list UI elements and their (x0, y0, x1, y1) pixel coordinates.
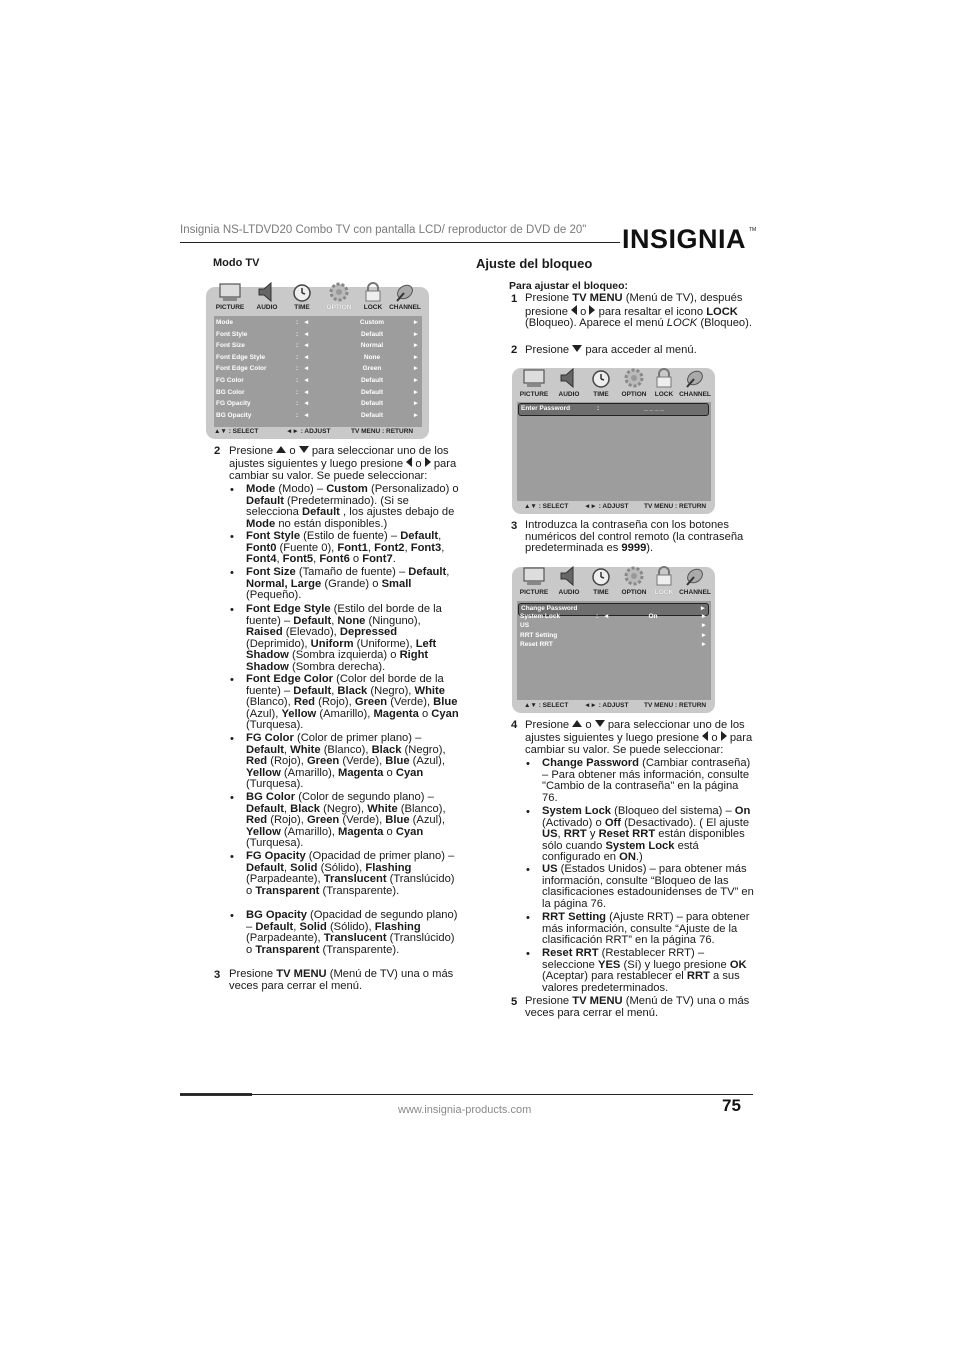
audio-icon (557, 367, 581, 389)
picture-icon (218, 281, 242, 303)
bullet-dot-icon: • (230, 910, 234, 922)
tv-menu-footer (512, 702, 715, 713)
time-icon (290, 281, 314, 303)
tv-menu-footer (206, 428, 429, 439)
bullet-item: Reset RRT (Restablecer RRT) – seleccione YES (Sí) y luego presione OK (Aceptar) para restablecer el RRT a sus valores predeterminados. (542, 947, 747, 994)
lock-icon (652, 367, 676, 389)
footer-rule (180, 1094, 753, 1095)
bullet-dot-icon: • (230, 604, 234, 616)
tv-menu-tab-lock: LOCK (363, 304, 383, 311)
bullet-item: US (Estados Unidos) – para obtener más información, consulte “Bloqueo de las clasificaciones estadounidenses de TV” en la página 76. (542, 863, 754, 910)
tv-menu-row: Font Style : ◄ Default ► (216, 330, 419, 338)
tv-menu-row: Font Edge Style : ◄ None ► (216, 353, 419, 361)
down-arrow-icon (299, 445, 309, 457)
section-heading-ajuste-bloqueo: Ajuste del bloqueo (476, 256, 593, 271)
bullet-dot-icon: • (526, 948, 530, 960)
tv-menu-tab-lock: LOCK (654, 391, 674, 398)
step-number: 1 (511, 293, 518, 305)
step-number: 3 (511, 520, 518, 532)
bullet-dot-icon: • (230, 733, 234, 745)
insignia-logo (622, 222, 757, 252)
lock-icon (652, 565, 676, 587)
footer-url: www.insignia-products.com (398, 1104, 532, 1116)
bullet-dot-icon: • (230, 567, 234, 579)
svg-text:TM: TM (749, 227, 757, 233)
tv-menu-tabs (512, 589, 715, 601)
step-number: 3 (214, 969, 221, 981)
step-2-text: Presione para acceder al menú. (525, 343, 697, 356)
select-hint: ▲▼ : SELECT (214, 428, 259, 435)
adjust-hint: ◄► : ADJUST (584, 702, 629, 709)
tv-menu-screenshot-lock-password (512, 368, 715, 514)
tv-menu-footer (512, 503, 715, 514)
tv-menu-tab-audio: AUDIO (558, 589, 580, 596)
subheading-para-ajustar: Para ajustar el bloqueo: (509, 280, 629, 292)
bullet-dot-icon: • (230, 484, 234, 496)
tv-menu-tab-time: TIME (294, 304, 310, 311)
down-arrow-icon (595, 719, 605, 731)
tv-menu-tab-picture: PICTURE (519, 391, 549, 398)
bullet-item: FG Color (Color de primer plano) – Default, White (Blanco), Black (Negro), Red (Rojo), Green (Verde), Blue (Azul), Yellow (Amarillo), Magenta o Cyan (Turquesa). (246, 732, 446, 791)
option-icon (327, 281, 351, 303)
step-number: 5 (511, 996, 518, 1008)
lock-icon (361, 281, 385, 303)
left-arrow-icon (702, 731, 708, 745)
step-number: 2 (511, 344, 518, 356)
down-arrow-icon (572, 344, 582, 356)
tv-menu-tab-option: OPTION (621, 589, 647, 596)
tv-menu-tab-channel: CHANNEL (679, 391, 711, 398)
bullet-item: RRT Setting (Ajuste RRT) – para obtener más información, consulte “Ajuste de la clasificación RRT” en la página 76. (542, 911, 750, 947)
tv-menu-tabs (206, 304, 429, 316)
bullet-item: Font Size (Tamaño de fuente) – Default, Normal, Large (Grande) o Small (Pequeño). (246, 566, 450, 602)
bullet-item: Mode (Modo) – Custom (Personalizado) o Default (Predeterminado). (Si se selecciona Default , los ajustes debajo de Mode no están disponibles.) (246, 483, 459, 530)
bullet-dot-icon: • (230, 792, 234, 804)
tv-menu-tab-channel: CHANNEL (389, 304, 421, 311)
tv-menu-row: Mode : ◄ Custom ► (216, 319, 419, 326)
option-icon (622, 367, 646, 389)
tv-menu-row: BG Color : ◄ Default ► (216, 388, 419, 396)
bullet-dot-icon: • (230, 531, 234, 543)
bullet-dot-icon: • (526, 864, 530, 876)
select-hint: ▲▼ : SELECT (524, 503, 569, 510)
adjust-hint: ◄► : ADJUST (286, 428, 331, 435)
bullet-dot-icon: • (526, 912, 530, 924)
step-3-text: Introduzca la contraseña con los botones numéricos del control remoto (la contraseña predeterminada es 9999). (525, 519, 744, 555)
right-arrow-icon (721, 731, 727, 745)
tv-menu-screenshot-lock-options (512, 567, 715, 713)
header-title: Insignia NS-LTDVD20 Combo TV con pantalla LCD/ reproductor de DVD de 20" (180, 224, 587, 236)
picture-icon (522, 565, 546, 587)
section-heading-modo-tv: Modo TV (213, 257, 260, 269)
tv-menu-row: RRT Setting ► (520, 631, 707, 639)
option-icon (622, 565, 646, 587)
step-3-text: Presione TV MENU (Menú de TV) una o más veces para cerrar el menú. (229, 968, 454, 992)
up-arrow-icon (572, 719, 582, 731)
step-5-text: Presione TV MENU (Menú de TV) una o más veces para cerrar el menú. (525, 995, 750, 1019)
bullet-item: BG Color (Color de segundo plano) – Default, Black (Negro), White (Blanco), Red (Rojo), Green (Verde), Blue (Azul), Yellow (Amarillo), Magenta o Cyan (Turquesa). (246, 791, 446, 850)
time-icon (589, 565, 613, 587)
tv-menu-tab-option: OPTION (621, 391, 647, 398)
bullet-item: FG Opacity (Opacidad de primer plano) – Default, Solid (Sólido), Flashing (Parpadeante), Translucent (Translúcido) o Transparent (Transparente). (246, 850, 455, 897)
bullet-dot-icon: • (230, 851, 234, 863)
adjust-hint: ◄► : ADJUST (584, 503, 629, 510)
tv-menu-tab-audio: AUDIO (558, 391, 580, 398)
return-hint: TV MENU : RETURN (351, 428, 414, 435)
header-rule (180, 242, 620, 243)
svg-text:INSIGNIA: INSIGNIA (622, 224, 747, 252)
bullet-dot-icon: • (230, 674, 234, 686)
left-arrow-icon (571, 305, 577, 319)
bullet-dot-icon: • (526, 758, 530, 770)
time-icon (589, 367, 613, 389)
picture-icon (522, 367, 546, 389)
tv-menu-tab-audio: AUDIO (256, 304, 278, 311)
bullet-dot-icon: • (526, 806, 530, 818)
bullet-item: System Lock (Bloqueo del sistema) – On (Activado) o Off (Desactivado). ( El ajuste US, RRT y Reset RRT están disponibles sólo cuando System Lock está configurado en ON.) (542, 805, 751, 864)
select-hint: ▲▼ : SELECT (524, 702, 569, 709)
bullet-item: Font Style (Estilo de fuente) – Default, Font0 (Fuente 0), Font1, Font2, Font3, Font4, Font5, Font6 o Font7. (246, 530, 445, 566)
step-1-text: Presione TV MENU (Menú de TV), después presione o para resaltar el icono LOCK (Bloqueo). Aparece el menú LOCK (Bloqueo). (525, 292, 752, 330)
tv-menu-row: Reset RRT ► (520, 640, 707, 648)
tv-menu-tab-time: TIME (593, 589, 609, 596)
audio-icon (557, 565, 581, 587)
tv-menu-row: Font Edge Color : ◄ Green ► (216, 365, 419, 373)
tv-menu-tab-lock: LOCK (654, 589, 674, 596)
right-arrow-icon (425, 457, 431, 471)
tv-menu-row: FG Opacity : ◄ Default ► (216, 400, 419, 408)
channel-icon (683, 367, 707, 389)
tv-menu-row: US ► (520, 622, 707, 630)
tv-menu-panel (517, 402, 711, 501)
tv-menu-row: Font Size : ◄ Normal ► (216, 342, 419, 350)
channel-icon (683, 565, 707, 587)
step-number: 2 (214, 445, 221, 457)
tv-menu-row: Change Password ► (518, 603, 709, 616)
step-number: 4 (511, 719, 518, 731)
right-arrow-icon (589, 305, 595, 319)
audio-icon (255, 281, 279, 303)
up-arrow-icon (276, 445, 286, 457)
tv-menu-tab-picture: PICTURE (519, 589, 549, 596)
tv-menu-row: BG Opacity : ◄ Default ► (216, 411, 419, 419)
return-hint: TV MENU : RETURN (644, 503, 707, 510)
tv-menu-tab-time: TIME (593, 391, 609, 398)
step-4-text: Presione o para seleccionar uno de los ajustes siguientes y luego presione o para cambiar su valor. Se puede seleccionar: (525, 718, 753, 756)
page-number: 75 (722, 1096, 741, 1115)
tv-menu-tab-channel: CHANNEL (679, 589, 711, 596)
tv-menu-screenshot-modo (206, 287, 429, 439)
tv-menu-tab-picture: PICTURE (215, 304, 245, 311)
bullet-item: BG Opacity (Opacidad de segundo plano) – Default, Solid (Sólido), Flashing (Parpadeante), Translucent (Translúcido) o Transparent (Transparente). (246, 909, 458, 956)
return-hint: TV MENU : RETURN (644, 702, 707, 709)
bullet-item: Change Password (Cambiar contraseña) – Para obtener más información, consulte "Cambio de la contraseña" en la página 76. (542, 757, 751, 804)
tv-menu-row: FG Color : ◄ Default ► (216, 377, 419, 384)
step-2-text: Presione o para seleccionar uno de los ajustes siguientes y luego presione o para cambiar su valor. Se puede seleccionar: (229, 444, 457, 482)
tv-menu-row: Enter Password : _ _ _ _ (518, 403, 709, 416)
channel-icon (393, 281, 417, 303)
bullet-item: Font Edge Color (Color del borde de la fuente) – Default, Black (Negro), White (Blanco), Red (Rojo), Green (Verde), Blue (Azul), Yellow (Amarillo), Magenta o Cyan (Turquesa). (246, 673, 459, 732)
bullet-item: Font Edge Style (Estilo del borde de la fuente) – Default, None (Ninguno), Raised (Elevado), Depressed (Deprimido), Uniform (Uniforme), Left Shadow (Sombra izquierda) o Right Shadow (Sombra derecha). (246, 603, 442, 673)
tv-menu-row: System Lock : ◄ On ► (520, 613, 707, 621)
left-arrow-icon (406, 457, 412, 471)
tv-menu-tab-option: OPTION (326, 304, 352, 311)
